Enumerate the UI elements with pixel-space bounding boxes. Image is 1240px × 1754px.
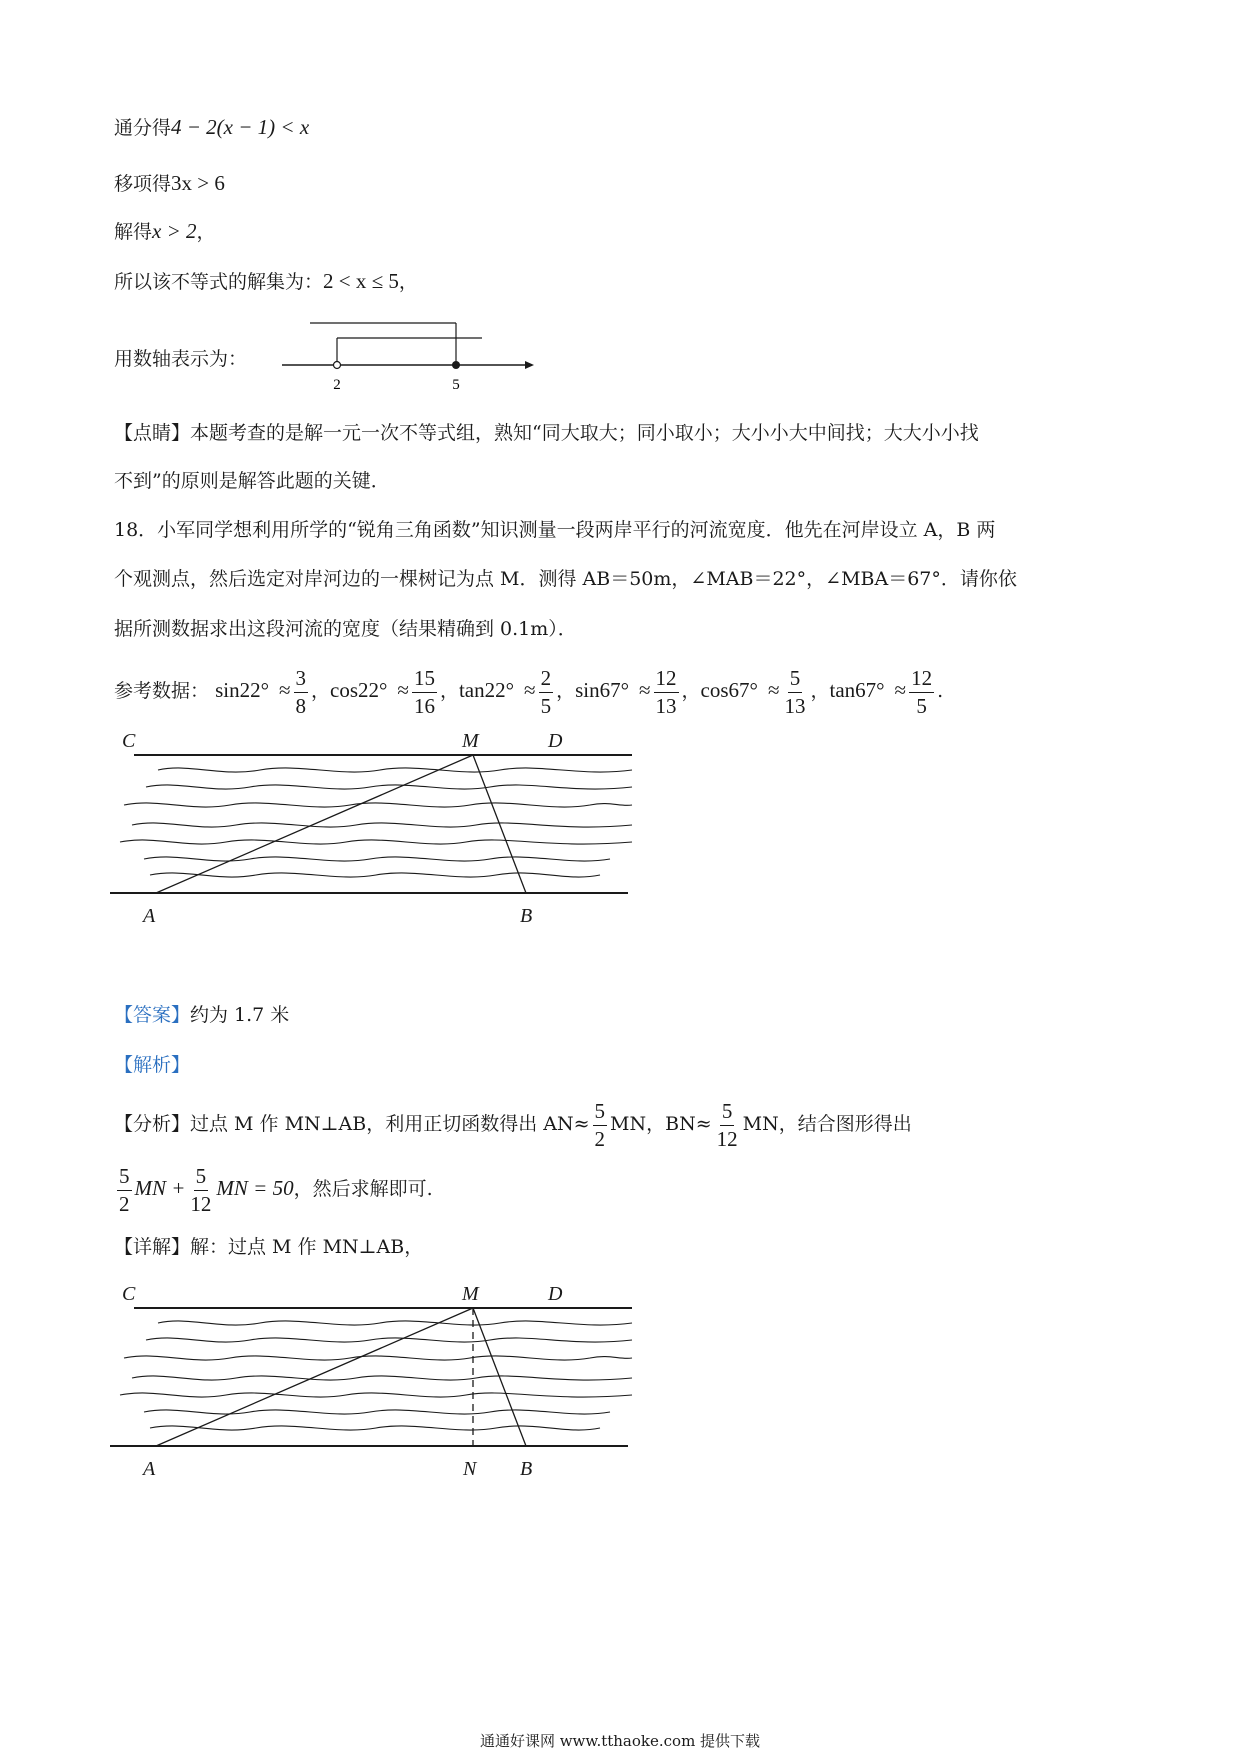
river-figure-2 (100, 1278, 660, 1488)
step-solve (114, 216, 216, 247)
separator: ， (810, 680, 830, 702)
number-line-figure (270, 315, 550, 395)
step-punct: ， (398, 271, 418, 293)
jiexi-tag: 【解析】 (114, 1054, 191, 1076)
jiexi-line (114, 1050, 190, 1080)
answer-text: 约为 1.7 米 (190, 1004, 290, 1026)
fraction-denominator: 2 (594, 1126, 606, 1151)
approx-sign: ≈ (397, 678, 409, 702)
step-punct: ， (196, 221, 216, 243)
reference-function: cos22° (330, 678, 388, 702)
fraction-numerator: 12 (909, 668, 934, 693)
fraction-numerator: 5 (117, 1166, 132, 1191)
fraction-numerator: 12 (654, 668, 679, 693)
fraction-denominator: 16 (413, 693, 435, 718)
fraction-denominator: 12 (716, 1126, 738, 1151)
reference-function: sin67° (575, 678, 629, 702)
fraction-denominator: 2 (119, 1191, 130, 1216)
open-point-2 (334, 362, 341, 369)
wave-1 (158, 768, 632, 772)
label-D: D (548, 730, 563, 752)
label-C: C (122, 730, 136, 752)
fraction (188, 1163, 213, 1216)
approx-sign: ≈ (638, 678, 651, 702)
wave-3 (124, 1356, 632, 1360)
fraction (294, 665, 309, 718)
fenxi-text: MN，结合图形得出 (742, 1113, 912, 1135)
label-B: B (520, 905, 533, 927)
label-A: A (143, 1458, 156, 1480)
wave-5 (120, 1393, 632, 1397)
fenxi-text: MN，BN≈ (610, 1113, 712, 1135)
step-move-terms (114, 168, 225, 199)
fraction-denominator: 13 (655, 693, 677, 718)
page-footer: 通通好课网 www.tthaoke.com 提供下载 (479, 1732, 761, 1750)
fraction-numerator: 5 (593, 1101, 608, 1126)
separator: ， (439, 680, 459, 702)
fenxi-tail: ，然后求解即可. (293, 1178, 433, 1200)
problem-line-2: 个观测点，然后选定对岸河边的一棵树记为点 M．测得 AB＝50m，∠MAB＝22°，∠MBA＝67°．请你依 (114, 568, 1017, 590)
fraction-denominator: 5 (540, 693, 552, 718)
fenxi-tag: 【分析】 (114, 1113, 191, 1135)
wave-6 (144, 1410, 610, 1414)
wave-5 (120, 840, 632, 844)
dianjing-line-1: 【点睛】本题考查的是解一元一次不等式组，熟知“同大取大；同小取小；大小小大中间找；大大小小找 (114, 422, 979, 444)
fraction-denominator: 8 (295, 693, 306, 718)
fenxi-line-2 (114, 1158, 433, 1219)
approx-sign: ≈ (278, 678, 291, 702)
step-common-denominator (114, 112, 309, 143)
axis-arrow (525, 361, 534, 369)
approx-sign: ≈ (524, 678, 536, 702)
label-C: C (122, 1283, 136, 1305)
approx-sign: ≈ (894, 678, 907, 702)
label-A: A (143, 905, 156, 927)
fraction (412, 665, 437, 718)
reference-data (114, 660, 943, 721)
fraction (654, 665, 679, 718)
fenxi-text: 过点 M 作 MN⊥AB，利用正切函数得出 AN≈ (190, 1113, 590, 1135)
wave-7 (150, 1426, 600, 1430)
fraction (593, 1098, 608, 1151)
problem-line-1: 18．小军同学想利用所学的“锐角三角函数”知识测量一段两岸平行的河流宽度．他先在河岸设立 A，B 两 (114, 519, 996, 541)
wave-4 (132, 823, 632, 827)
wave-3 (124, 803, 632, 807)
wave-6 (144, 857, 610, 861)
label-M: M (462, 730, 479, 752)
answer-line (114, 1000, 289, 1030)
step-label: 通分得 (114, 117, 172, 139)
step-math: x > 2 (152, 219, 197, 243)
answer-tag: 【答案】 (114, 1004, 191, 1026)
fraction (539, 665, 554, 718)
separator: . (937, 680, 944, 702)
reference-function: tan22° (458, 678, 515, 702)
problem-line-3: 据所测数据求出这段河流的宽度（结果精确到 0.1m）． (114, 618, 577, 640)
fraction-denominator: 5 (916, 693, 927, 718)
fraction (909, 665, 934, 718)
wave-2 (146, 1338, 632, 1342)
fraction-numerator: 5 (194, 1166, 209, 1191)
label-D: D (548, 1283, 563, 1305)
approx-sign: ≈ (767, 678, 780, 702)
fraction (715, 1098, 740, 1151)
step-number-line-label (114, 344, 247, 374)
fraction (117, 1163, 132, 1216)
fraction-numerator: 5 (720, 1101, 735, 1126)
step-label: 所以该不等式的解集为： (114, 271, 324, 293)
step-label: 移项得 (114, 173, 172, 195)
separator: ， (311, 680, 331, 702)
closed-point-5 (452, 361, 460, 369)
fraction (782, 665, 807, 718)
step-math: 3x > 6 (171, 171, 225, 195)
step-label: 用数轴表示为： (114, 348, 248, 370)
reference-function: cos67° (700, 678, 758, 702)
tick-label-5: 5 (452, 377, 460, 393)
reference-function: tan67° (829, 678, 885, 702)
equation-part: MN = 50 (216, 1176, 294, 1200)
reference-function: sin22° (215, 678, 269, 702)
fraction-numerator: 2 (539, 668, 554, 693)
step-math: 4 − 2(x − 1) < x (171, 115, 310, 139)
fraction-denominator: 12 (190, 1191, 212, 1216)
wave-1 (158, 1321, 632, 1325)
separator: ， (556, 680, 576, 702)
wave-2 (146, 785, 632, 789)
step-math: 2 < x ≤ 5 (323, 269, 399, 293)
label-N: N (463, 1458, 477, 1480)
xiangjie-line: 【详解】解：过点 M 作 MN⊥AB， (114, 1236, 424, 1258)
label-M: M (462, 1283, 479, 1305)
fenxi-line-1 (114, 1094, 912, 1154)
wave-7 (150, 873, 600, 877)
step-label: 解得 (114, 221, 153, 243)
segment-AM (156, 755, 473, 893)
segment-AM (156, 1308, 473, 1446)
equation-part: MN + (134, 1176, 186, 1200)
fraction-denominator: 13 (784, 693, 806, 718)
fraction-numerator: 15 (412, 668, 437, 693)
step-solution-set (114, 266, 418, 297)
tick-label-2: 2 (333, 377, 341, 393)
label-B: B (520, 1458, 533, 1480)
fraction-numerator: 5 (788, 668, 803, 693)
wave-4 (132, 1376, 632, 1380)
fraction-numerator: 3 (294, 668, 309, 693)
river-figure-1 (100, 725, 660, 935)
reference-label: 参考数据： (114, 680, 210, 702)
dianjing-line-2: 不到”的原则是解答此题的关键． (114, 470, 390, 492)
separator: ， (681, 680, 701, 702)
